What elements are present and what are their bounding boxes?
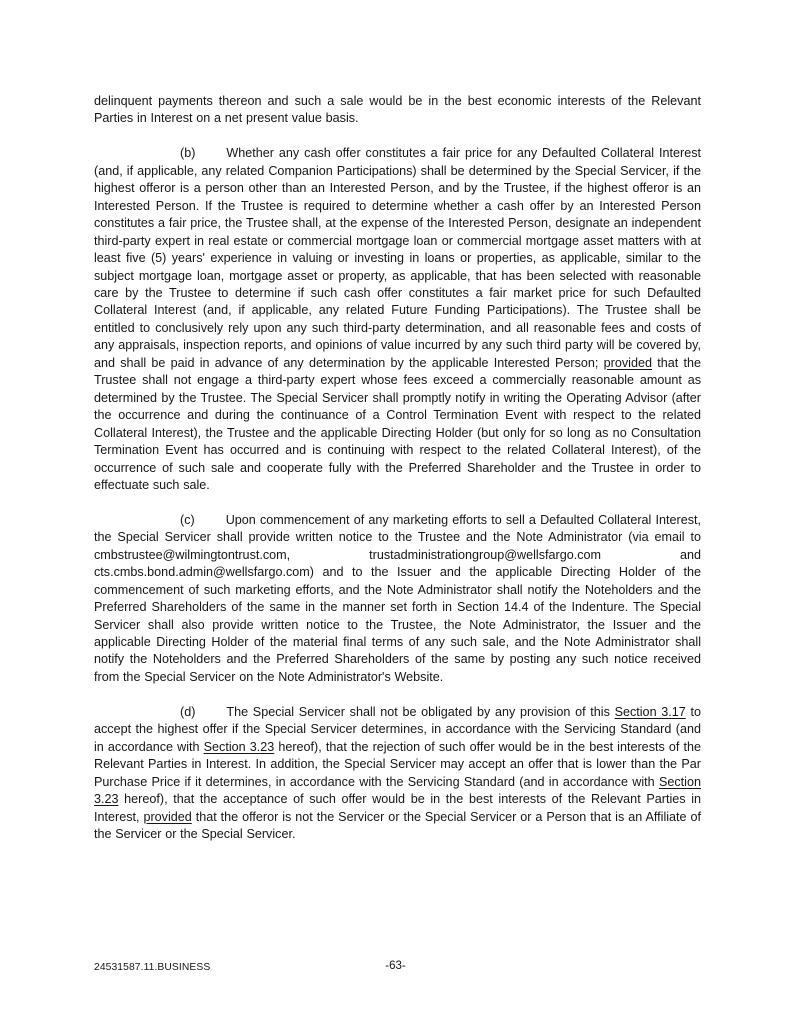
footer-page-number: -63- xyxy=(385,960,406,972)
footer-document-id: 24531587.11.BUSINESS xyxy=(94,962,211,973)
underlined-text-run: provided xyxy=(143,809,192,824)
text-run: Upon commencement of any marketing efforts to sell a Defaulted Collateral Interest, the Special Servicer shall provide written notice to the Trustee and the Note Administrator (via email to cmbstrustee@wilmingtontrust.com, trustadministrationgroup@wellsfargo.com and cts.cmbs.bond.admin@wellsfargo.com) and to the Issuer and the applicable Directing Holder of the commencement of such marketing efforts, and the Note Administrator shall notify the Noteholders and the Preferred Shareholders of the same in the manner set forth in Section 14.4 of the Indenture. The Special Servicer shall also provide written notice to the Trustee, the Note Administrator, the Issuer and the applicable Directing Holder of the material final terms of any such sale, and the Note Administrator shall notify the Noteholders and the Preferred Shareholders of the same by posting any such notice received from the Special Servicer on the Note Administrator's Website. xyxy=(94,512,701,684)
text-run: that the Trustee shall not engage a third-party expert whose fees exceed a commercially reasonable amount as determined by the Trustee. The Special Servicer shall promptly notify in writing the Operating Advisor (after the occurrence and during the continuance of a Control Termination Event with respect to the related Collateral Interest), the Trustee and the applicable Directing Holder (but only for so long as no Consultation Termination Event has occurred and is continuing with respect to the related Collateral Interest), of the occurrence of such sale and cooperate fully with the Preferred Shareholder and the Trustee in order to effectuate such sale. xyxy=(94,355,701,492)
text-run: that the offeror is not the Servicer or the Special Servicer or a Person that is an Affiliate of the Servicer or the Special Servicer. xyxy=(94,809,701,841)
paragraph-continuation xyxy=(94,93,701,128)
underlined-text-run: Section 3.17 xyxy=(614,704,686,719)
underlined-text-run: provided xyxy=(603,355,652,370)
paragraph-c xyxy=(94,512,701,687)
text-run: hereof), that the rejection of such offer would be in the best interests of the Relevant Parties in Interest. In addition, the Special Servicer may accept an offer that is lower than the Par Purchase Price if it determines, in accordance with the Servicing Standard (and in accordance with xyxy=(94,739,701,789)
text-run: delinquent payments thereon and such a sale would be in the best economic interests of the Relevant Parties in Interest on a net present value basis. xyxy=(94,94,701,126)
text-run: to accept the highest offer if the Special Servicer determines, in accordance with the Servicing Standard (and in accordance with xyxy=(94,704,701,754)
text-run: The Special Servicer shall not be obligated by any provision of this xyxy=(226,704,615,719)
document-body xyxy=(94,93,701,861)
text-run: hereof), that the acceptance of such offer would be in the best interests of the Relevant Parties in Interest, xyxy=(94,792,701,824)
underlined-text-run: Section 3.23 xyxy=(94,774,701,807)
paragraph-b xyxy=(94,145,701,494)
paragraph-label: (c) xyxy=(180,512,195,527)
paragraph-d xyxy=(94,704,701,844)
paragraph-label: (d) xyxy=(180,704,196,719)
paragraph-label: (b) xyxy=(180,146,196,161)
text-run: Whether any cash offer constitutes a fair price for any Defaulted Collateral Interest (and, if applicable, any related Companion Participations) shall be determined by the Special Servicer, if the highest offeror is a person other than an Interested Person, and by the Trustee, if the highest offeror is an Interested Person. If the Trustee is required to determine whether a cash offer by an Interested Person constitutes a fair price, the Trustee shall, at the expense of the Interested Person, designate an independent third-party expert in real estate or commercial mortgage loan or commercial mortgage asset matters with at least five (5) years' experience in valuing or investing in loans or properties, as applicable, similar to the subject mortgage loan, mortgage asset or property, as applicable, that has been selected with reasonable care by the Trustee to determine if such cash offer constitutes a fair market price for such Defaulted Collateral Interest (and, if applicable, any related Future Funding Participations). The Trustee shall be entitled to conclusively rely upon any such third-party determination, and all reasonable fees and costs of any appraisals, inspection reports, and opinions of value incurred by any such third party will be covered by, and shall be paid in advance of any determination by the applicable Interested Person; xyxy=(94,146,701,370)
underlined-text-run: Section 3.23 xyxy=(203,739,275,754)
